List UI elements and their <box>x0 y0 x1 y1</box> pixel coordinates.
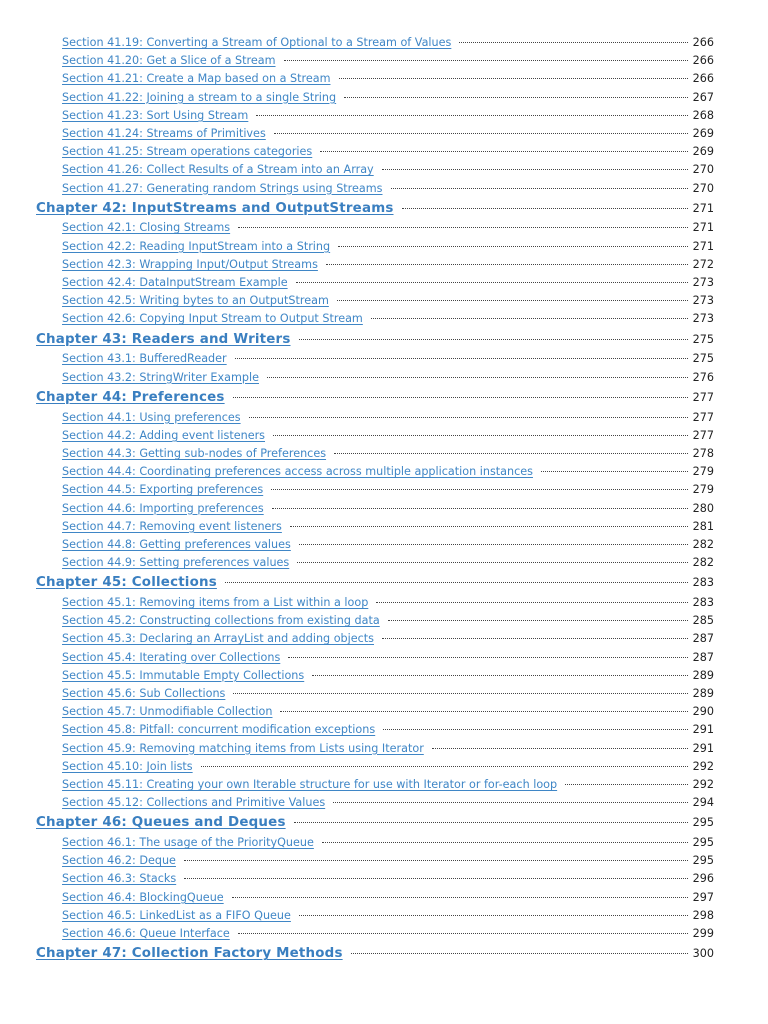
section-link[interactable]: Section 46.3: Stacks <box>62 872 177 886</box>
toc-chapter-entry[interactable] <box>0 329 768 351</box>
toc-section-entry[interactable] <box>0 89 768 107</box>
dot-leader <box>339 78 689 79</box>
dot-leader <box>294 822 688 823</box>
dot-leader <box>225 582 688 583</box>
section-link[interactable]: Section 44.2: Adding event listeners <box>62 428 266 442</box>
page-number: 277 <box>692 428 714 442</box>
page-number: 300 <box>692 947 714 961</box>
section-link[interactable]: Section 44.7: Removing event listeners <box>62 519 282 533</box>
toc-chapter-entry[interactable] <box>0 812 768 834</box>
dot-leader <box>402 208 688 209</box>
page-number: 282 <box>692 537 714 551</box>
section-link[interactable]: Section 44.1: Using preferences <box>62 410 241 424</box>
chapter-link[interactable]: Chapter 43: Readers and Writers <box>36 331 291 347</box>
dot-leader <box>249 417 688 418</box>
toc-section-entry[interactable] <box>0 612 768 630</box>
page-number: 282 <box>692 556 714 570</box>
toc-section-entry[interactable] <box>0 481 768 499</box>
toc-section-entry[interactable] <box>0 310 768 328</box>
section-link[interactable]: Section 43.1: BufferedReader <box>62 352 227 366</box>
page-number: 266 <box>692 36 714 49</box>
dot-leader <box>338 246 688 247</box>
dot-leader <box>320 151 688 152</box>
toc-section-entry[interactable] <box>0 794 768 812</box>
dot-leader <box>297 562 688 563</box>
dot-leader <box>541 471 688 472</box>
page-number: 269 <box>692 126 714 140</box>
page-number: 292 <box>692 759 714 773</box>
dot-leader <box>284 60 688 61</box>
toc-section-entry[interactable] <box>0 463 768 481</box>
toc-section-entry[interactable] <box>0 409 768 427</box>
dot-leader <box>267 377 688 378</box>
dot-leader <box>312 675 688 676</box>
section-link[interactable]: Section 46.6: Queue Interface <box>62 927 230 941</box>
toc-chapter-entry[interactable] <box>0 943 768 965</box>
dot-leader <box>280 711 688 712</box>
section-link[interactable]: Section 42.3: Wrapping Input/Output Streams <box>62 257 318 271</box>
section-link[interactable]: Section 44.5: Exporting preferences <box>62 483 264 497</box>
dot-leader <box>333 802 688 803</box>
section-link[interactable]: Section 44.8: Getting preferences values <box>62 537 291 551</box>
dot-leader <box>299 544 688 545</box>
dot-leader <box>351 953 688 954</box>
dot-leader <box>565 784 688 785</box>
toc-section-entry[interactable] <box>0 925 768 943</box>
toc-section-entry[interactable] <box>0 721 768 739</box>
toc-section-entry[interactable] <box>0 500 768 518</box>
section-link[interactable]: Section 45.5: Immutable Empty Collections <box>62 668 305 682</box>
section-link[interactable]: Section 42.1: Closing Streams <box>62 221 231 235</box>
toc-section-entry[interactable] <box>0 107 768 125</box>
toc-chapter-entry[interactable] <box>0 572 768 594</box>
page-number: 266 <box>692 72 714 86</box>
dot-leader <box>344 97 688 98</box>
toc-section-entry[interactable] <box>0 125 768 143</box>
dot-leader <box>459 42 688 43</box>
page-number: 269 <box>692 145 714 159</box>
section-link[interactable]: Section 44.4: Coordinating preferences access across multiple application instances <box>62 465 533 479</box>
section-link[interactable]: Section 46.5: LinkedList as a FIFO Queue <box>62 908 291 922</box>
toc-section-entry[interactable] <box>0 34 768 52</box>
toc-section-entry[interactable] <box>0 703 768 721</box>
section-link[interactable]: Section 44.9: Setting preferences values <box>62 556 290 570</box>
section-link[interactable]: Section 41.22: Joining a stream to a single String <box>62 90 337 104</box>
toc-section-entry[interactable] <box>0 427 768 445</box>
section-link[interactable]: Section 41.25: Stream operations categories <box>62 145 313 159</box>
dot-leader <box>201 766 688 767</box>
page-number: 272 <box>692 257 714 271</box>
table-of-contents <box>0 34 768 965</box>
toc-section-entry[interactable] <box>0 907 768 925</box>
page-number: 291 <box>692 741 714 755</box>
page-number: 270 <box>692 181 714 195</box>
dot-leader <box>299 915 688 916</box>
page-number: 292 <box>692 777 714 791</box>
section-link[interactable]: Section 46.1: The usage of the PriorityQueue <box>62 836 314 850</box>
section-link[interactable]: Section 44.6: Importing preferences <box>62 501 264 515</box>
page-number: 297 <box>692 890 714 904</box>
page-number: 266 <box>692 54 714 68</box>
section-link[interactable]: Section 41.24: Streams of Primitives <box>62 126 266 140</box>
page-number: 296 <box>692 872 714 886</box>
dot-leader <box>184 878 688 879</box>
toc-section-entry[interactable] <box>0 350 768 368</box>
toc-section-entry[interactable] <box>0 740 768 758</box>
toc-section-entry[interactable] <box>0 161 768 179</box>
page-number: 289 <box>692 668 714 682</box>
dot-leader <box>296 282 688 283</box>
toc-section-entry[interactable] <box>0 685 768 703</box>
dot-leader <box>238 227 688 228</box>
dot-leader <box>184 860 688 861</box>
toc-section-entry[interactable] <box>0 630 768 648</box>
page-number: 271 <box>692 239 714 253</box>
toc-section-entry[interactable] <box>0 219 768 237</box>
dot-leader <box>371 318 688 319</box>
page-number: 290 <box>692 705 714 719</box>
toc-section-entry[interactable] <box>0 889 768 907</box>
dot-leader <box>238 933 688 934</box>
page-number: 271 <box>692 221 714 235</box>
toc-section-entry[interactable] <box>0 758 768 776</box>
section-link[interactable]: Section 42.2: Reading InputStream into a String <box>62 239 331 253</box>
dot-leader <box>272 508 688 509</box>
toc-section-entry[interactable] <box>0 274 768 292</box>
section-link[interactable]: Section 42.5: Writing bytes to an OutputStream <box>62 294 329 308</box>
dot-leader <box>233 397 688 398</box>
toc-section-entry[interactable] <box>0 518 768 536</box>
toc-section-entry[interactable] <box>0 369 768 387</box>
dot-leader <box>271 489 688 490</box>
dot-leader <box>391 188 689 189</box>
section-link[interactable]: Section 41.19: Converting a Stream of Optional to a Stream of Values <box>62 36 452 49</box>
toc-section-entry[interactable] <box>0 143 768 161</box>
page-number: 275 <box>692 332 714 346</box>
page-number: 275 <box>692 352 714 366</box>
page-number: 267 <box>692 90 714 104</box>
toc-chapter-entry[interactable] <box>0 198 768 220</box>
page-number: 283 <box>692 596 714 610</box>
page-number: 278 <box>692 446 714 460</box>
dot-leader <box>388 620 688 621</box>
page-number: 291 <box>692 723 714 737</box>
page-number: 276 <box>692 370 714 384</box>
toc-section-entry[interactable] <box>0 52 768 70</box>
chapter-link[interactable]: Chapter 45: Collections <box>36 575 217 591</box>
section-link[interactable]: Section 45.7: Unmodifiable Collection <box>62 705 273 719</box>
section-link[interactable]: Section 43.2: StringWriter Example <box>62 370 259 384</box>
toc-section-entry[interactable] <box>0 776 768 794</box>
page-number: 279 <box>692 465 714 479</box>
page-number: 277 <box>692 410 714 424</box>
section-link[interactable]: Section 45.9: Removing matching items from Lists using Iterator <box>62 741 424 755</box>
section-link[interactable]: Section 46.2: Deque <box>62 854 176 868</box>
page-number: 285 <box>692 614 714 628</box>
dot-leader <box>432 748 688 749</box>
dot-leader <box>235 358 688 359</box>
toc-section-entry[interactable] <box>0 536 768 554</box>
page-number: 280 <box>692 501 714 515</box>
chapter-link[interactable]: Chapter 47: Collection Factory Methods <box>36 946 343 962</box>
dot-leader <box>383 729 688 730</box>
section-link[interactable]: Section 45.1: Removing items from a List within a loop <box>62 596 369 610</box>
chapter-link[interactable]: Chapter 42: InputStreams and OutputStreams <box>36 200 394 216</box>
section-link[interactable]: Section 41.26: Collect Results of a Stream into an Array <box>62 163 374 177</box>
chapter-link[interactable]: Chapter 46: Queues and Deques <box>36 815 286 831</box>
dot-leader <box>337 300 688 301</box>
page-number: 270 <box>692 163 714 177</box>
toc-section-entry[interactable] <box>0 852 768 870</box>
page-number: 283 <box>692 576 714 590</box>
toc-section-entry[interactable] <box>0 834 768 852</box>
dot-leader <box>326 264 688 265</box>
section-link[interactable]: Section 44.3: Getting sub-nodes of Preferences <box>62 446 327 460</box>
toc-section-entry[interactable] <box>0 292 768 310</box>
page-number: 273 <box>692 312 714 326</box>
section-link[interactable]: Section 45.3: Declaring an ArrayList and adding objects <box>62 632 374 646</box>
page-number: 273 <box>692 276 714 290</box>
dot-leader <box>290 526 688 527</box>
page-number: 268 <box>692 108 714 122</box>
page-number: 271 <box>692 201 714 215</box>
dot-leader <box>274 133 688 134</box>
page-number: 273 <box>692 294 714 308</box>
chapter-link[interactable]: Chapter 44: Preferences <box>36 389 225 405</box>
page-number: 289 <box>692 687 714 700</box>
section-link[interactable]: Section 41.23: Sort Using Stream <box>62 108 249 122</box>
dot-leader <box>288 657 688 658</box>
dot-leader <box>233 693 688 694</box>
toc-section-entry[interactable] <box>0 445 768 463</box>
section-link[interactable]: Section 41.27: Generating random Strings using Streams <box>62 181 383 195</box>
toc-section-entry[interactable] <box>0 70 768 88</box>
dot-leader <box>299 339 688 340</box>
dot-leader <box>382 638 688 639</box>
section-link[interactable]: Section 41.20: Get a Slice of a Stream <box>62 54 276 68</box>
toc-section-entry[interactable] <box>0 180 768 198</box>
section-link[interactable]: Section 45.4: Iterating over Collections <box>62 650 281 664</box>
toc-section-entry[interactable] <box>0 256 768 274</box>
page-number: 295 <box>692 854 714 868</box>
page-number: 287 <box>692 650 714 664</box>
toc-section-entry[interactable] <box>0 594 768 612</box>
dot-leader <box>376 602 688 603</box>
section-link[interactable]: Section 42.4: DataInputStream Example <box>62 276 288 290</box>
page-number: 287 <box>692 632 714 646</box>
dot-leader <box>322 842 688 843</box>
section-link[interactable]: Section 46.4: BlockingQueue <box>62 890 224 904</box>
section-link[interactable]: Section 45.12: Collections and Primitive Values <box>62 796 326 810</box>
dot-leader <box>256 115 688 116</box>
dot-leader <box>382 169 688 170</box>
toc-chapter-entry[interactable] <box>0 387 768 409</box>
dot-leader <box>334 453 688 454</box>
toc-section-entry[interactable] <box>0 649 768 667</box>
toc-section-entry[interactable] <box>0 667 768 685</box>
toc-section-entry[interactable] <box>0 554 768 572</box>
dot-leader <box>232 897 688 898</box>
toc-section-entry[interactable] <box>0 238 768 256</box>
page-number: 277 <box>692 390 714 404</box>
section-link[interactable]: Section 45.2: Constructing collections from existing data <box>62 614 380 628</box>
section-link[interactable]: Section 45.6: Sub Collections <box>62 687 226 700</box>
page-number: 295 <box>692 816 714 830</box>
toc-section-entry[interactable] <box>0 870 768 888</box>
page-number: 281 <box>692 519 714 533</box>
page-number: 299 <box>692 927 714 941</box>
page-number: 298 <box>692 908 714 922</box>
page-number: 294 <box>692 796 714 810</box>
section-link[interactable]: Section 41.21: Create a Map based on a Stream <box>62 72 331 86</box>
section-link[interactable]: Section 45.8: Pitfall: concurrent modification exceptions <box>62 723 376 737</box>
dot-leader <box>273 435 688 436</box>
page-number: 295 <box>692 836 714 850</box>
section-link[interactable]: Section 42.6: Copying Input Stream to Output Stream <box>62 312 363 326</box>
section-link[interactable]: Section 45.11: Creating your own Iterable structure for use with Iterator or for-each loop <box>62 777 558 791</box>
section-link[interactable]: Section 45.10: Join lists <box>62 759 193 773</box>
page-number: 279 <box>692 483 714 497</box>
